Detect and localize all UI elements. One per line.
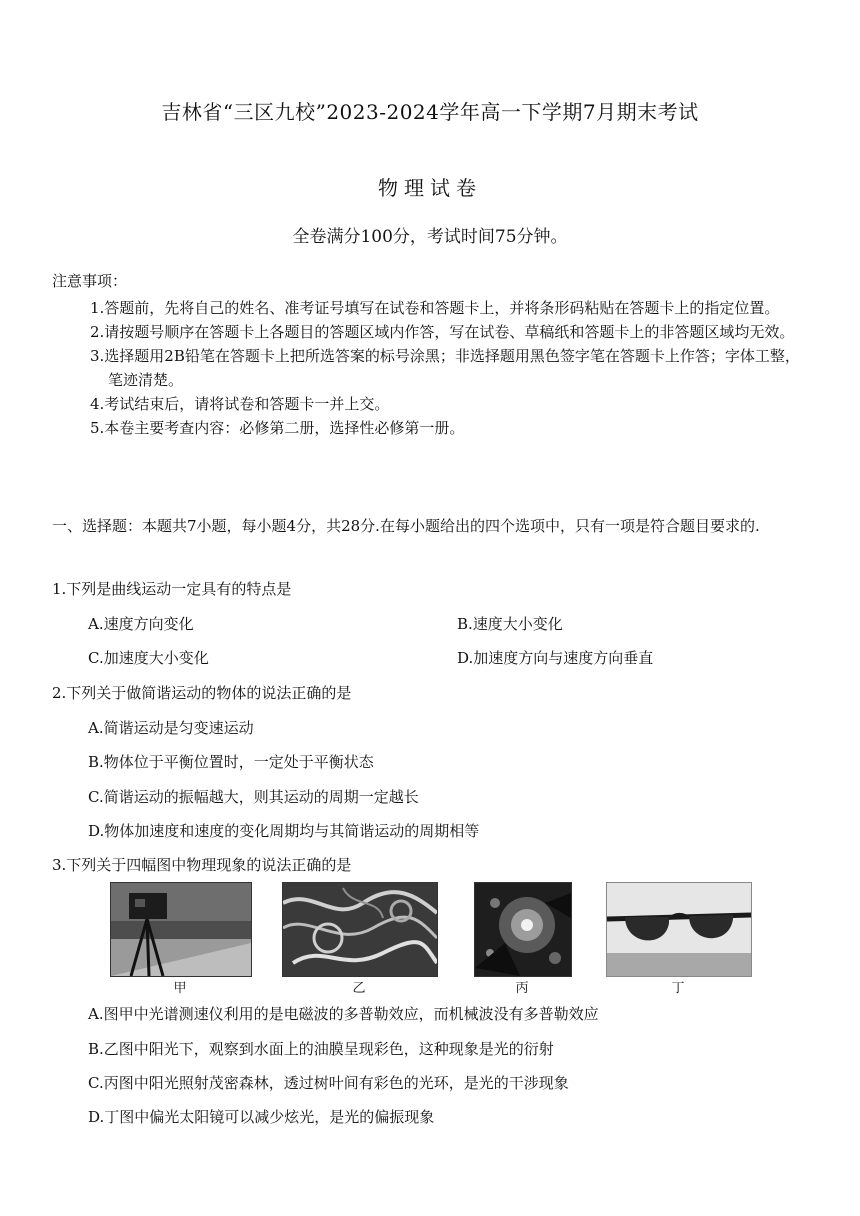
figure-ding-label: 丁 xyxy=(671,981,685,996)
figure-bing-photo xyxy=(474,882,572,977)
notice-item: 3.选择题用2B铅笔在答题卡上把所选答案的标号涂黑；非选择题用黑色签字笔在答题卡上作答；字体工整，笔迹清楚。 xyxy=(90,347,800,389)
section-heading: 一、选择题：本题共7小题，每小题4分，共28分.在每小题给出的四个选项中，只有一项是符合题目要求的. xyxy=(52,517,760,535)
question-2-option-d: D.物体加速度和速度的变化周期均与其简谐运动的周期相等 xyxy=(88,822,480,840)
question-2-option-b: B.物体位于平衡位置时，一定处于平衡状态 xyxy=(88,753,374,771)
question-1-option-b: B.速度大小变化 xyxy=(457,615,563,633)
question-1-option-c: C.加速度大小变化 xyxy=(88,649,209,667)
question-2-option-a: A.简谐运动是匀变速运动 xyxy=(88,719,254,737)
figure-yi-label: 乙 xyxy=(352,981,366,996)
question-2-stem: 2.下列关于做简谐运动的物体的说法正确的是 xyxy=(52,684,352,702)
figure-jia-label: 甲 xyxy=(173,981,187,996)
question-1-option-a: A.速度方向变化 xyxy=(88,615,194,633)
figure-bing-label: 丙 xyxy=(515,981,529,996)
notice-list xyxy=(52,296,812,440)
question-1-option-d: D.加速度方向与速度方向垂直 xyxy=(457,649,654,667)
notice-item: 2.请按题号顺序在答题卡上各题目的答题区域内作答，写在试卷、草稿纸和答题卡上的非答题区域均无效。 xyxy=(90,323,795,341)
notice-heading: 注意事项： xyxy=(52,272,128,290)
figure-ding-photo xyxy=(606,882,752,977)
question-2-option-c: C.简谐运动的振幅越大，则其运动的周期一定越长 xyxy=(88,788,419,806)
exam-subject: 物理试卷 xyxy=(378,176,482,200)
notice-item: 5.本卷主要考查内容：必修第二册，选择性必修第一册。 xyxy=(90,419,465,437)
question-3-option-a: A.图甲中光谱测速仪利用的是电磁波的多普勒效应，而机械波没有多普勒效应 xyxy=(88,1005,599,1023)
notice-item: 1.答题前，先将自己的姓名、准考证号填写在试卷和答题卡上，并将条形码粘贴在答题卡上的指定位置。 xyxy=(90,299,780,317)
score-line: 全卷满分100分，考试时间75分钟。 xyxy=(292,227,568,247)
question-3-stem: 3.下列关于四幅图中物理现象的说法正确的是 xyxy=(52,856,352,874)
notice-item: 4.考试结束后，请将试卷和答题卡一并上交。 xyxy=(90,395,390,413)
question-3-option-b: B.乙图中阳光下，观察到水面上的油膜呈现彩色，这种现象是光的衍射 xyxy=(88,1040,554,1058)
question-1-stem: 1.下列是曲线运动一定具有的特点是 xyxy=(52,580,292,598)
question-3-option-c: C.丙图中阳光照射茂密森林，透过树叶间有彩色的光环，是光的干涉现象 xyxy=(88,1074,569,1092)
figure-jia-photo xyxy=(110,882,252,977)
figure-yi-photo xyxy=(282,882,438,977)
exam-title: 吉林省“三区九校”2023-2024学年高一下学期7月期末考试 xyxy=(161,100,699,124)
question-3-option-d: D.丁图中偏光太阳镜可以减少炫光，是光的偏振现象 xyxy=(88,1108,435,1126)
